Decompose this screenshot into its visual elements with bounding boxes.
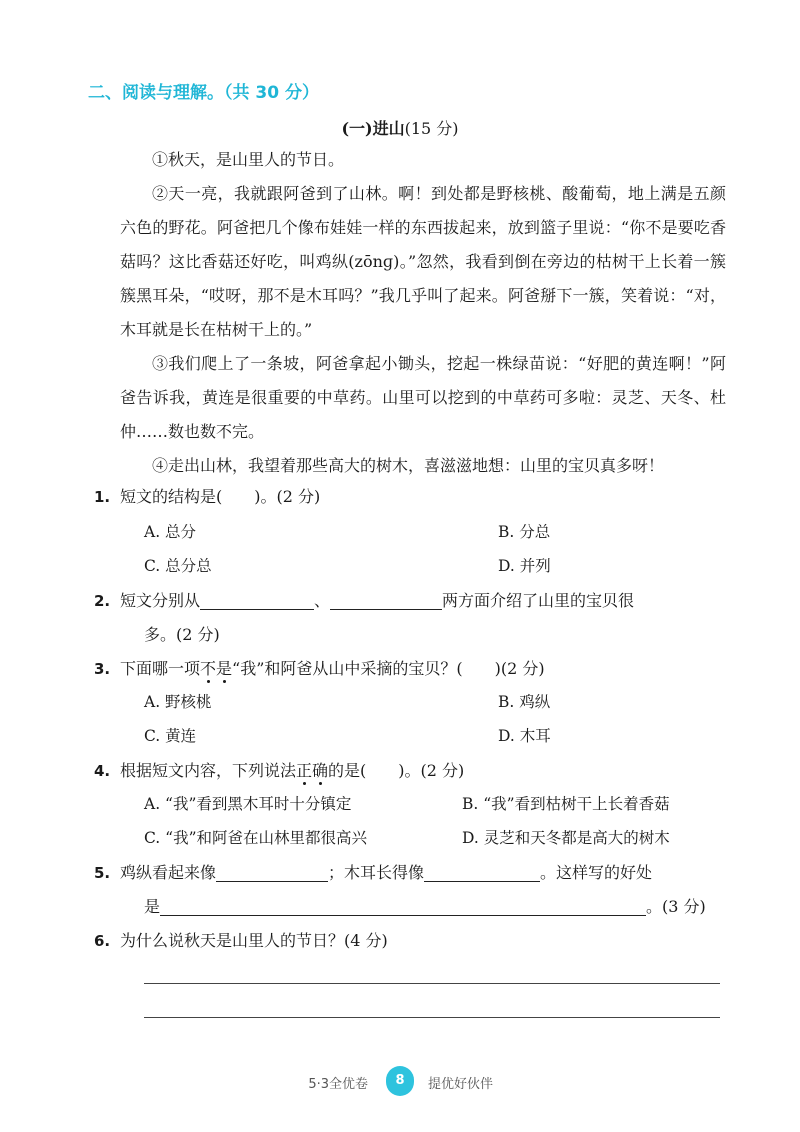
paragraph-4: ④走出山林，我望着那些高大的树木，喜滋滋地想：山里的宝贝真多呀！ [152,456,665,475]
section-title: 二、阅读与理解。（共 30 分） [88,83,319,103]
paragraph-3: ③我们爬上了一条坡，阿爸拿起小锄头，挖起一株绿苗说：“好肥的黄连啊！”阿爸告诉我，黄连是很重要的中草药。山里可以挖到的中草药可多啦：灵芝、天冬、杜仲……数也数不完。 [120,354,726,441]
question-5-continued [144,890,726,924]
page-footer [0,1066,800,1096]
question-4-text-a: 根据短文内容，下列说法 [120,761,297,780]
passage-title [0,116,800,139]
question-5-text-b: ；木耳长得像 [328,863,425,882]
option-b[interactable]: B. “我”看到枯树干上长着香菇 [462,795,670,813]
option-a[interactable]: A. “我”看到黑木耳时十分镇定 [144,795,352,813]
option-c[interactable]: C. 总分总 [144,557,212,575]
answer-line[interactable] [144,1017,720,1018]
question-number: 4. [94,762,111,780]
question-4-text-b: 的是( )。(2 分) [328,761,465,780]
question-number: 3. [94,660,111,678]
option-a[interactable]: A. 野核桃 [144,693,212,711]
emphasis-char: 不 [200,659,217,678]
question-number: 6. [94,932,111,950]
answer-blank[interactable] [330,590,442,610]
question-2-text-b: 、 [314,591,331,610]
option-d[interactable]: D. 并列 [498,557,551,575]
question-2-text-d: 多。(2 分) [144,625,220,644]
question-2-continued [144,618,750,652]
question-6 [94,924,726,958]
emphasis-char: 正 [296,761,313,780]
question-2-text-c: 两方面介绍了山里的宝贝很 [442,591,635,610]
option-b[interactable]: B. 分总 [498,523,551,541]
question-5-text-d: 是 [144,897,161,916]
question-number: 5. [94,864,111,882]
footer-slogan: 提优好伙伴 [428,1077,494,1092]
passage-score: (15 分) [404,119,459,138]
question-3-text-b: “我”和阿爸从山中采摘的宝贝？( )(2 分) [232,659,545,678]
option-d[interactable]: D. 木耳 [498,727,551,745]
passage-title-text: (一)进山 [341,119,405,138]
emphasis-char: 是 [216,659,233,678]
question-5-text-c: 。这样写的好处 [540,863,653,882]
answer-blank[interactable] [424,862,540,882]
question-2 [94,584,726,618]
option-c[interactable]: C. 黄连 [144,727,197,745]
question-4 [94,754,726,788]
option-b[interactable]: B. 鸡纵 [498,693,551,711]
emphasis-char: 确 [312,761,329,780]
question-5-text-e: 。(3 分) [646,897,706,916]
option-a[interactable]: A. 总分 [144,523,197,541]
answer-blank[interactable] [200,590,314,610]
option-c[interactable]: C. “我”和阿爸在山林里都很高兴 [144,829,368,847]
option-d[interactable]: D. 灵芝和天冬都是高大的树木 [462,829,670,847]
question-number: 1. [94,488,111,506]
question-3-text-a: 下面哪一项 [120,659,201,678]
question-1 [94,480,726,514]
paragraph-2: ②天一亮，我就跟阿爸到了山林。啊！到处都是野核桃、酸葡萄，地上满是五颜六色的野花。阿爸把几个像布娃娃一样的东西拔起来，放到篮子里说：“你不是要吃香菇吗？这比香菇还好吃，叫鸡纵(zōnɡ)。”忽然，我看到倒在旁边的枯树干上长着一簇簇黑耳朵，“哎呀，那不是木耳吗？”我几乎叫了起来。阿爸掰下一簇，笑着说：“对，木耳就是长在枯树干上的。” [120,184,726,339]
footer-brand: 5·3全优卷 [308,1077,368,1092]
question-5-text-a: 鸡纵看起来像 [120,863,217,882]
question-5 [94,856,726,890]
question-3 [94,652,726,686]
question-2-text-a: 短文分别从 [120,591,201,610]
answer-line[interactable] [144,983,720,984]
question-6-text: 为什么说秋天是山里人的节日？(4 分) [120,931,388,950]
answer-blank[interactable] [216,862,328,882]
paragraph-1: ①秋天，是山里人的节日。 [152,150,345,169]
question-1-text: 短文的结构是( )。(2 分) [120,487,321,506]
page-number-badge: 8 [386,1066,414,1096]
answer-blank[interactable] [160,896,646,916]
question-number: 2. [94,592,111,610]
